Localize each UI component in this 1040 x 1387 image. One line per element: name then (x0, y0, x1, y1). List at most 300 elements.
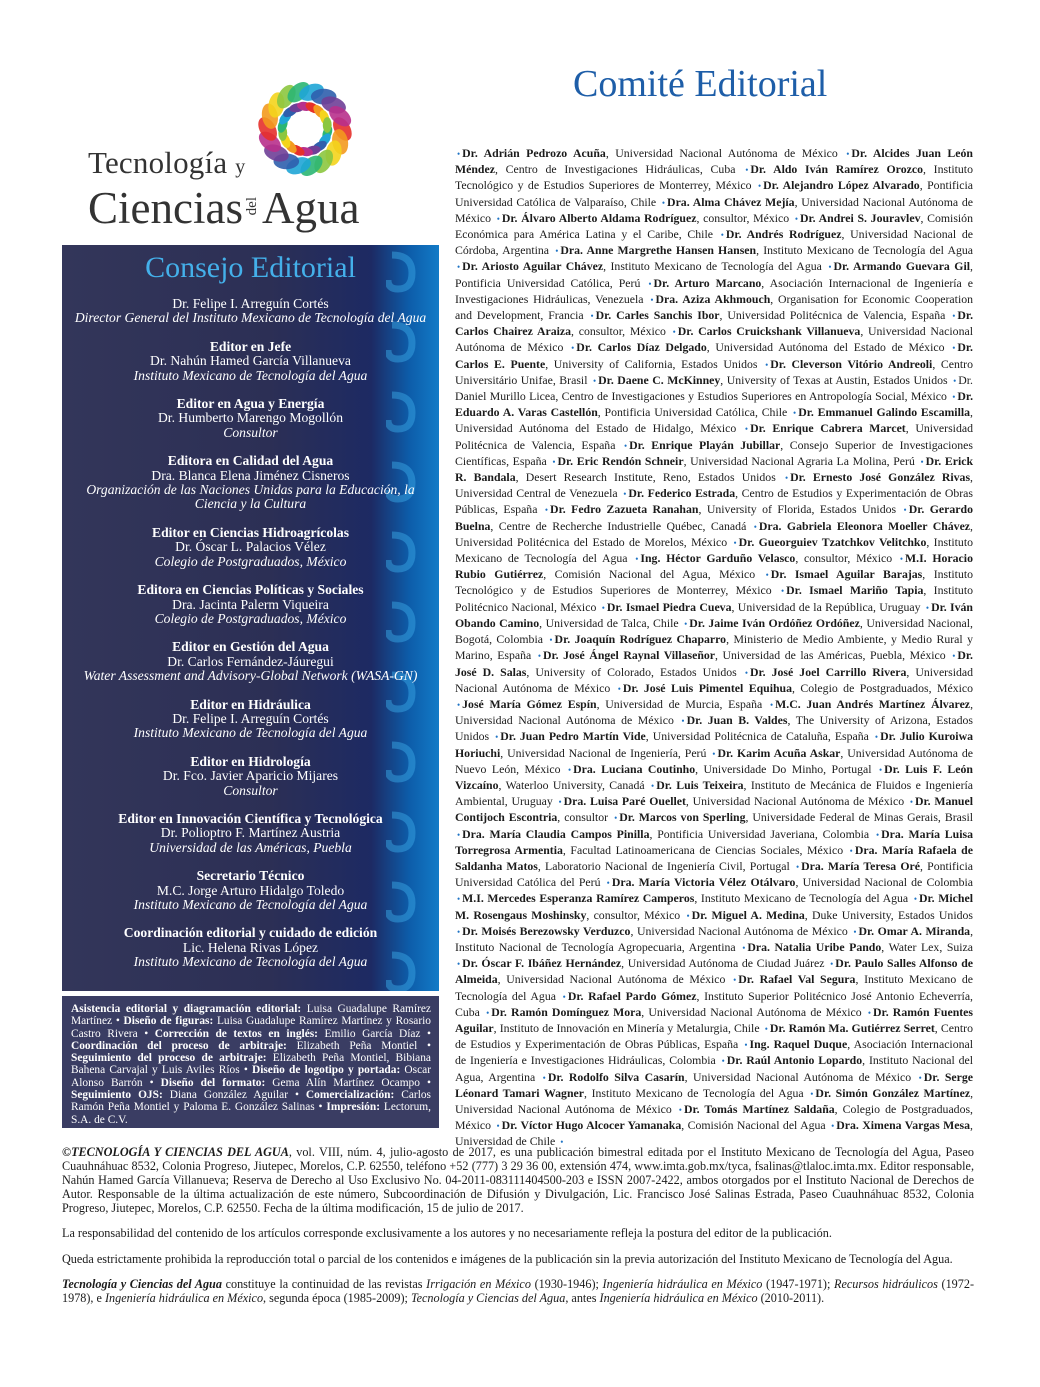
credit-value: Carlos Ramón Peña Montiel y Paloma E. González Salinas (71, 1089, 431, 1114)
member-affiliation: Instituto Tecnológico y de Estudios Superiores de Monterrey, México (455, 162, 973, 193)
member-affiliation: Water Lex, Suiza (888, 939, 974, 954)
member-affiliation: Pontificia Universidad Javeriana, Colombia (657, 826, 870, 841)
bullet-separator: • (765, 359, 769, 370)
member-affiliation: Universidade Federal de Minas Gerais, Brasil (752, 810, 974, 825)
member-affiliation: Universidad Nacional Autónoma de México (615, 146, 838, 160)
history-text: Ingeniería hidráulica en México (602, 1276, 763, 1291)
member-name: Dra. María Claudia Campos Pinilla (462, 826, 650, 841)
member-name: Dra. Aziza Akhmouch (655, 291, 771, 306)
member-affiliation: Comisión Nacional del Agua (687, 1118, 826, 1133)
bullet-separator: • (112, 1015, 124, 1028)
history-text: (2010-2011). (757, 1290, 825, 1305)
member-affiliation: Pontificia Universidad Católica, Chile (604, 405, 788, 420)
bullet-separator: • (601, 602, 605, 613)
consejo-name: Dr. Humberto Marengo Mogollón (157, 410, 343, 426)
consejo-role: Editor en Ciencias Hidroagrícolas (152, 524, 349, 540)
member-name: Dra. Alma Chávez Mejía (667, 194, 795, 209)
member-affiliation: Universidad de Talca, Chile (545, 615, 679, 630)
consejo-editorial-list (62, 297, 439, 984)
bullet-separator: • (314, 1101, 327, 1114)
bullet-separator: • (486, 1007, 490, 1018)
credit-label: Impresión: (326, 1101, 380, 1114)
consejo-section (62, 640, 439, 683)
member-name: Dr. José Ángel Raynal Villaseñor (542, 648, 716, 663)
consejo-section (62, 340, 439, 383)
member-affiliation: Universidad Politécnica de Cataluña, España (652, 729, 869, 744)
member-name: Dra. Ximena Vargas Mesa (836, 1118, 971, 1133)
member-name: Dra. Natalia Uribe Pando (747, 939, 882, 954)
bullet-separator: • (810, 1088, 814, 1099)
bullet-separator: • (952, 343, 956, 354)
bullet-separator: • (457, 262, 461, 273)
bullet-separator: • (828, 262, 832, 273)
bullet-separator: • (457, 926, 461, 937)
consejo-role: Editor en Innovación Científica y Tecnológica (118, 810, 383, 826)
member-affiliation: Instituto Mexicano de Tecnología del Agua (591, 1085, 804, 1100)
member-name: Dr. Luis Teixeira (656, 777, 744, 792)
member-name: Dr. Juan Pedro Martín Vide (500, 729, 646, 744)
member-affiliation: Centro Universitário Unifae, Brasil (455, 356, 973, 387)
bullet-separator: • (457, 894, 461, 905)
consejo-name: Dr. Felipe I. Arreguín Cortés (172, 296, 329, 311)
member-name: Dr. Paulo Salles Alfonso de Almeida (455, 956, 974, 987)
bullet-separator: • (903, 505, 907, 516)
member-name: Dr. Ramón Fuentes Aguilar (455, 1004, 974, 1035)
member-name: Dr. Ismael Piedra Cueva (606, 599, 732, 614)
member-affiliation: consultor, México (703, 210, 790, 225)
credit-value: Oscar Alonso Barrón (71, 1064, 431, 1089)
member-affiliation: Instituto Nacional de Tecnología Agropecuaria, Argentina (455, 939, 736, 954)
bullet-separator: • (720, 230, 724, 241)
history-text: Tecnología y Ciencias del Agua (410, 1290, 566, 1305)
bullet-separator: • (794, 213, 798, 224)
bullet-separator: • (952, 651, 956, 662)
bullet-separator: • (899, 554, 903, 565)
member-name: Dr. Eduardo A. Varas Castellón (455, 389, 974, 420)
bullet-separator: • (417, 1039, 431, 1052)
bullet-separator: • (650, 294, 654, 305)
consejo-affiliation: Director General del Instituto Mexicano de Tecnología del Agua (74, 310, 427, 326)
credit-value: Lectorum, S.A. de C.V. (71, 1101, 431, 1126)
consejo-section (62, 297, 439, 326)
history-text: , antes (565, 1290, 600, 1305)
member-name: Dr. Ismael Aguilar Barajas (770, 567, 923, 582)
member-affiliation: Universidad Nacional de Colombia (802, 875, 973, 890)
bullet-separator: • (681, 716, 685, 727)
member-name: Dr. Ariosto Aguilar Chávez (462, 259, 604, 274)
bullet-separator: • (672, 327, 676, 338)
member-affiliation: Universidad Nacional Autónoma de México (506, 972, 726, 987)
consejo-role: Editor en Gestión del Agua (172, 639, 329, 655)
member-name: Dr. Manuel Contijoch Escontria (455, 794, 974, 825)
bullet-separator: • (457, 699, 461, 710)
member-name: Dr. Raúl Antonio Lopardo (726, 1053, 863, 1068)
member-affiliation: Pontificia Universidad Católica de Valparaíso, Chile (455, 178, 973, 209)
member-name: Ing. Raquel Duque (749, 1037, 848, 1052)
bullet-separator: • (684, 618, 688, 629)
member-name: Dr. Federico Estrada (628, 486, 736, 501)
member-name: Dra. Luisa Paré Ouellet (563, 794, 686, 809)
consejo-affiliation: Consultor (223, 424, 278, 440)
member-affiliation: Facultad Latinoamericana de Ciencias Sociales, México (570, 842, 844, 857)
bullet-separator: • (560, 1137, 564, 1148)
responsibility-note: La responsabilidad del contenido de los artículos corresponde exclusivamente a los autores y no necesariamente refleja la postura del editor de la publicación. (62, 1226, 832, 1241)
member-affiliation: Universidad Politécnica de Valencia, España (727, 308, 946, 323)
member-affiliation: Laboratorio Nacional de Ingeniería Civil, Portugal (545, 858, 790, 873)
member-name: M.I. Horacio Rubio Gutiérrez (455, 551, 973, 582)
bullet-separator: • (853, 926, 857, 937)
emblem-center (294, 118, 316, 140)
member-name: Dr. Moisés Berezowsky Verduzco (462, 923, 631, 938)
comite-editorial-title: Comité Editorial (573, 63, 828, 105)
history-text: Irrigación en México (426, 1276, 531, 1291)
member-affiliation: consultor, México (593, 907, 681, 922)
bullet-separator: • (781, 586, 785, 597)
consejo-role: Editora en Calidad del Agua (167, 453, 334, 469)
member-name: Dr. Juan B. Valdes (686, 713, 788, 728)
member-name: Dr. Omar A. Miranda (858, 923, 971, 938)
bullet-separator: • (555, 246, 559, 257)
member-affiliation: Instituto Mexicano de Tecnología del Agua (610, 259, 822, 274)
credit-value: Luisa Guadalupe Ramírez Martínez (71, 1003, 431, 1028)
bullet-separator: • (952, 311, 956, 322)
member-name: José María Gómez Espín (462, 696, 597, 711)
history-text: (1930-1946); (530, 1276, 603, 1291)
member-affiliation: Organisation for Economic Cooperation and Development, Francia (455, 291, 974, 323)
consejo-affiliation: Consultor (223, 782, 278, 798)
bullet-separator: • (830, 959, 834, 970)
bullet-separator: • (648, 278, 652, 289)
consejo-name: Dr. Fco. Javier Aparicio Mijares (162, 768, 339, 784)
comite-editorial-members: • Dr. Adrián Pedrozo Acuña, Universidad Nacional Autónoma de México • Dr. Alcides Juan León Méndez, Centro de Investigaciones Hidráulicas, Cuba • Dr. Aldo Iván Ramírez Orozco, Instituto Tecnológico y de Estudios Superiores de Monterrey, México • Dr. Alejandro López Alvarado, Pontificia Universidad Católica de Valparaíso, Chile • Dra. Alma Chávez Mejía, Universidad Nacional Autónoma de México • Dr. Álvaro Alberto Aldama Rodríguez, consultor, México • Dr. Andrei S. Jouravlev, Comisión Económica para América Latina y el Caribe, Chile • Dr. Andrés Rodríguez, Universidad Nacional de Córdoba, Argentina • Dra. Anne Margrethe Hansen Hansen, Instituto Mexicano de Tecnología del Agua • Dr. Ariosto Aguilar Chávez, Instituto Mexicano de Tecnología del Agua • Dr. Armando Guevara Gil, Pontificia Universidad Católica, Perú • Dr. Arturo Marcano, Asociación Internacional de Ingeniería e Investigaciones Hidráulicas, Venezuela • Dra. Aziza Akhmouch, Organisation for Economic Cooperation and Development, Francia • Dr. Carles Sanchis Ibor, Universidad Politécnica de Valencia, España • Dr. Carlos Chairez Araiza, consultor, México • Dr. Carlos Cruickshank Villanueva, Universidad Nacional Autónoma de México • Dr. Carlos Díaz Delgado, Universidad Autónoma del Estado de México • Dr. Carlos E. Puente, University of California, Estados Unidos • Dr. Cleverson Vitório Andreoli, Centro Universitário Unifae, Brasil • Dr. Daene C. McKinney, University of Texas at Austin, Estados Unidos • Dr. Daniel Murillo Licea, Centro de Investigaciones y Estudios Superiores en Antropología Social, México • Dr. Eduardo A. Varas Castellón, Pontificia Universidad Católica, Chile • Dr. Emmanuel Galindo Escamilla, Universidad Autónoma del Estado de Hidalgo, México • Dr. Enrique Cabrera Marcet, Universidad Politécnica de Valencia, España • Dr. Enrique Playán Jubillar, Consejo Superior de Investigaciones Científicas, España • Dr. Eric Rendón Schneir, Universidad Nacional Agraria La Molina, Perú • Dr. Erick R. Bandala, Desert Research Institute, Reno, Estados Unidos • Dr. Ernesto José González Rivas, Universidad Central de Venezuela • Dr. Federico Estrada, Centro de Estudios y Experimentación de Obras Públicas, España • Dr. Fedro Zazueta Ranahan, University of Florida, Estados Unidos • Dr. Gerardo Buelna, Centre de Recherche Industrielle Québec, Canadá • Dra. Gabriela Eleonora Moeller Chávez, Universidad Politécnica del Estado de Morelos, México • Dr. Gueorguiev Tzatchkov Velitchko, Instituto Mexicano de Tecnología del Agua • Ing. Héctor Garduño Velasco, consultor, México • M.I. Horacio Rubio Gutiérrez, Comisión Nacional del Agua, México • Dr. Ismael Aguilar Barajas, Instituto Tecnológico y de Estudios Superiores de Monterrey, México • Dr. Ismael Mariño Tapia, Instituto Politécnico Nacional, México • Dr. Ismael Piedra Cueva, Universidad de la República, Uruguay • Dr. Iván Obando Camino, Universidad de Talca, Chile • Dr. Jaime Iván Ordóñez Ordóñez, Universidad Nacional, Bogotá, Colombia • Dr. Joaquín Rodríguez Chaparro, Ministerio de Medio Ambiente, y Medio Rural y Marino, España • Dr. José Ángel Raynal Villaseñor, Universidad de las Américas, Puebla, México • Dr. José D. Salas, University of Colorado, Estados Unidos • Dr. José Joel Carrillo Rivera, Universidad Nacional Autónoma de México • Dr. José Luis Pimentel Equihua, Colegio de Postgraduados, México • José María Gómez Espín, Universidad de Murcia, España • M.C. Juan Andrés Martínez Álvarez, Universidad Nacional Autónoma de México • Dr. Juan B. Valdes, The University of Arizona, Estados Unidos • Dr. Juan Pedro Martín Vide, Universidad Politécnica de Cataluña, España • Dr. Julio Kuroiwa Horiuchi, Universidad Nacional de Ingeniería, Perú • Dr. Karim Acuña Askar, Universidad Autónoma de Nuevo León, México • Dra. Luciana Coutinho, Universidade Do Minho, Portugal • Dr. Luis F. León Vizcaíno, Waterloo University, Canadá • Dr. Luis Teixeira, Instituto de Mecánica de Fluidos e Ingeniería Ambiental, Uruguay • Dra. Luisa Paré Ouellet, Universidad Nacional Autónoma de México • Dr. Manuel Contijoch Escontria, consultor • Dr. Marcos von Sperling, Universidade Federal de Minas Gerais, Brasil • Dra. María Claudia Campos Pinilla, Pontificia Universidad Javeriana, Colombia • Dra. María Luisa Torregrosa Armentia, Facultad Latinoamericana de Ciencias Sociales, México • Dra. María Rafaela de Saldanha Matos, Laboratorio Nacional de Ingeniería Civil, Portugal • Dra. María Teresa Oré, Pontificia Universidad Católica del Perú • Dra. María Victoria Vélez Otálvaro, Universidad Nacional de Colombia • M.I. Mercedes Esperanza Ramírez Camperos, Instituto Mexicano de Tecnología del Agua • Dr. Michel M. Rosengaus Moshinsky, consultor, México • Dr. Miguel A. Medina, Duke University, Estados Unidos • Dr. Moisés Berezowsky Verduzco, Universidad Nacional Autónoma de México • Dr. Omar A. Miranda, Instituto Nacional de Tecnología Agropecuaria, Argentina • Dra. Natalia Uribe Pando, Water Lex, Suiza • Dr. Óscar F. Ibáñez Hernández, Universidad Autónoma de Ciudad Juárez • Dr. Paulo Salles Alfonso de Almeida, Universidad Nacional Autónoma de México • Dr. Rafael Val Segura, Instituto Mexicano de Tecnología del Agua • Dr. Rafael Pardo Gómez, Instituto Superior Politécnico José Antonio Echeverría, Cuba • Dr. Ramón Domínguez Mora, Universidad Nacional Autónoma de México • Dr. Ramón Fuentes Aguilar, Instituto de Innovación en Minería y Metalurgia, Chile • Dr. Ramón Ma. Gutiérrez Serret, Centro de Estudios y Experimentación de Obras Públicas, España • Ing. Raquel Duque, Asociación Internacional de Ingeniería e Investigaciones Hidráulicas, Colombia • Dr. Raúl Antonio Lopardo, Instituto Nacional del Agua, Argentina • Dr. Rodolfo Silva Casarín, Universidad Nacional Autónoma de México • Dr. Serge Léonard Tamari Wagner, Instituto Mexicano de Tecnología del Agua • Dr. Simón González Martínez, Universidad Nacional Autónoma de México • Dr. Tomás Martínez Saldaña, Colegio de Postgraduados, México • Dr. Víctor Hugo Alcocer Yamanaka, Comisión Nacional del Agua • Dra. Ximena Vargas Mesa, Universidad de Chile • (455, 146, 974, 1149)
member-name: Dr. Rafael Val Segura (738, 972, 856, 987)
member-affiliation: Universidad Autónoma de Ciudad Juárez (627, 956, 825, 971)
consejo-name: Lic. Helena Rivas López (182, 939, 319, 955)
member-affiliation: Instituto Mexicano de Tecnología del Agua (763, 243, 974, 258)
consejo-affiliation: Instituto Mexicano de Tecnología del Agua (133, 725, 368, 741)
bullet-separator: • (846, 149, 850, 159)
member-name: Dr. Miguel A. Medina (691, 907, 805, 922)
consejo-section (62, 454, 439, 512)
consejo-section (62, 698, 439, 741)
bullet-separator: • (420, 1027, 432, 1040)
bullet-separator: • (606, 878, 610, 889)
member-affiliation: Asociación Internacional de Ingeniería e Investigaciones Hidráulicas, Colombia (455, 1037, 974, 1068)
bullet-separator: • (758, 181, 762, 192)
member-affiliation: Centro de Investigaciones Hidráulicas, Cuba (505, 162, 736, 177)
bullet-separator: • (571, 343, 575, 354)
credit-label: Seguimiento OJS: (71, 1089, 163, 1102)
editorial-assistance-credits (62, 996, 439, 1128)
member-name: Dr. José Luis Pimentel Equihua (622, 680, 792, 695)
member-affiliation: Instituto Nacional del Agua, Argentina (455, 1053, 974, 1084)
bullet-separator: • (567, 764, 572, 775)
member-affiliation: Universidad Nacional, Bogotá, Colombia (455, 615, 974, 647)
logo-word-ciencias: Ciencias (88, 183, 243, 233)
member-name: Dr. Serge Léonard Tamari Wagner (455, 1069, 973, 1100)
member-affiliation: Centro de Estudios y Experimentación de Obras Públicas, España (455, 1020, 973, 1052)
consejo-name: Dr. Carlos Fernández-Jáuregui (167, 653, 334, 669)
consejo-role: Secretario Técnico (196, 868, 305, 884)
member-affiliation: Ministerio de Medio Ambiente, y Medio Rural y Marino, España (455, 632, 973, 663)
credit-label: Comercialización: (305, 1089, 395, 1102)
consejo-affiliation: Instituto Mexicano de Tecnología del Agua (133, 367, 368, 383)
consejo-section (62, 583, 439, 626)
member-name: Dr. Alejandro López Alvarado (763, 178, 920, 193)
member-name: Dr. Álvaro Alberto Aldama Rodríguez (501, 210, 697, 225)
member-name: Dr. Alcides Juan León Méndez (455, 146, 973, 177)
member-name: Dr. Ernesto José González Rivas (790, 470, 971, 485)
member-affiliation: Universidad Autónoma de Nuevo León, México (455, 745, 973, 776)
member-affiliation: Universidad Nacional Autónoma de México (455, 664, 974, 695)
member-affiliation: Universidad de Murcia, España (605, 696, 763, 711)
history-text: Ingeniería hidráulica en México (104, 1290, 264, 1305)
bullet-separator: • (457, 959, 461, 970)
bullet-separator: • (542, 1072, 546, 1083)
publication-name: ©TECNOLOGÍA Y CIENCIAS DEL AGUA (62, 1145, 289, 1159)
member-name: Dr. Enrique Cabrera Marcet (750, 421, 906, 436)
member-name: Dra. María Victoria Vélez Otálvaro (611, 875, 796, 890)
bullet-separator: • (712, 748, 716, 759)
bullet-separator: • (744, 667, 748, 678)
bullet-separator: • (913, 894, 917, 905)
bullet-separator: • (878, 764, 883, 775)
member-affiliation: University of Texas at Austin, Estados Unidos (726, 372, 948, 387)
member-affiliation: Universidad Politécnica de Valencia, España (455, 421, 973, 452)
member-affiliation: Universidad Nacional Autónoma de México (455, 194, 973, 225)
member-name: Dr. Gueorguiev Tzatchkov Velitchko (738, 534, 927, 549)
credit-label: Diseño del formato: (160, 1076, 266, 1089)
bullet-separator: • (795, 861, 800, 872)
emblem-inner-petal (323, 117, 332, 133)
bullet-separator: • (562, 991, 566, 1002)
member-name: Dr. Michel M. Rosengaus Moshinsky (455, 891, 973, 922)
consejo-section (62, 812, 439, 855)
bullet-separator: • (831, 1121, 835, 1132)
member-name: Dra. Luciana Coutinho (573, 761, 696, 776)
consejo-affiliation: Universidad de las Américas, Puebla (149, 839, 352, 855)
history-text: Tecnología y Ciencias del Agua (62, 1276, 222, 1291)
member-name: Dr. Ismael Mariño Tapia (786, 583, 924, 598)
member-name: Dra. Anne Margrethe Hansen Hansen (560, 243, 757, 258)
member-affiliation: Universidad Nacional Autónoma de México (455, 713, 674, 728)
bullet-separator: • (769, 699, 774, 710)
member-name: Dr. Iván Obando Camino (455, 599, 973, 630)
logo-word-tecnologia: Tecnología (88, 145, 228, 180)
member-affiliation: University of Colorado, Estados Unidos (535, 664, 737, 679)
member-affiliation: Duke University, Estados Unidos (811, 907, 973, 922)
member-affiliation: Universidad Autónoma del Estado de Hidalgo, México (455, 421, 737, 436)
member-affiliation: University of California, Estados Unidos (553, 356, 758, 371)
bullet-separator: • (765, 570, 769, 581)
bullet-separator: • (614, 813, 618, 824)
bullet-separator: • (745, 165, 749, 176)
member-name: Dr. Tomás Martínez Saldaña (683, 1101, 835, 1116)
member-name: Dr. Enrique Playán Jubillar (629, 437, 781, 452)
member-affiliation: consultor (564, 810, 609, 825)
member-name: Dr. Jaime Iván Ordóñez Ordóñez (689, 615, 860, 630)
member-affiliation: Pontificia Universidad Católica, Perú (455, 275, 641, 290)
bullet-separator: • (239, 1064, 252, 1077)
bullet-separator: • (953, 375, 957, 386)
bullet-separator: • (753, 521, 757, 532)
consejo-section (62, 755, 439, 798)
member-name: Dr. Cleverson Vitório Andreoli (770, 356, 933, 371)
member-affiliation: Universidad Nacional de Córdoba, Argentina (455, 227, 974, 258)
consejo-name: Dra. Jacinta Palerm Viqueira (172, 596, 329, 612)
bullet-separator: • (457, 149, 461, 159)
member-affiliation: Universidad de Chile (455, 1134, 556, 1149)
member-affiliation: Universidad Nacional Autónoma de México (692, 1069, 912, 1084)
member-affiliation: Colegio de Postgraduados, México (455, 1101, 974, 1133)
credit-label: Seguimiento del proceso de arbitraje: (71, 1052, 267, 1065)
credit-value: Luisa Guadalupe Ramírez Martínez y Rosario Castro Rivera (71, 1015, 431, 1040)
member-name: Dr. Luis F. León Vizcaíno (455, 761, 973, 792)
bullet-separator: • (875, 829, 880, 840)
bullet-separator: • (457, 829, 461, 840)
consejo-affiliation: Water Assessment and Advisory-Global Network (WASA-GN) (83, 668, 418, 684)
member-affiliation: Instituto Mexicano de Tecnología del Agua (700, 891, 909, 906)
consejo-section (62, 926, 439, 969)
credit-label: Coordinación del proceso de arbitraje: (71, 1039, 287, 1052)
bullet-separator: • (849, 845, 853, 856)
consejo-affiliation: Colegio de Postgraduados, México (154, 610, 347, 626)
consejo-section (62, 869, 439, 912)
member-name: M.C. Juan Andrés Martínez Álvarez (775, 696, 971, 711)
member-name: Dr. Carlos Díaz Delgado (576, 340, 707, 355)
consejo-affiliation: Colegio de Postgraduados, México (154, 553, 347, 569)
credit-value: Diana González Aguilar (169, 1089, 289, 1102)
bullet-separator: • (874, 732, 879, 743)
consejo-name: Dr. Polioptro F. Martínez Austria (160, 825, 341, 841)
consejo-editorial-title: Consejo Editorial (145, 251, 356, 284)
bullet-separator: • (142, 1076, 161, 1089)
consejo-role: Coordinación editorial y cuidado de edición (123, 925, 378, 941)
member-name: Dra. Gabriela Eleonora Moeller Chávez (758, 518, 971, 533)
bullet-separator: • (496, 213, 500, 224)
member-affiliation: The University of Arizona, Estados Unidos (455, 713, 973, 744)
member-affiliation: Universidad Nacional Autónoma de México (636, 923, 848, 938)
member-name: Dr. Marcos von Sperling (619, 810, 746, 825)
bullet-separator: • (920, 456, 924, 467)
bullet-separator: • (733, 537, 737, 548)
member-affiliation: Colegio de Postgraduados, México (800, 680, 974, 695)
member-affiliation: Comisión Económica para América Latina y el Caribe, Chile (455, 210, 973, 242)
credit-label: Diseño de figuras: (123, 1015, 214, 1028)
member-affiliation: Instituto Politécnico Nacional, México (455, 583, 973, 614)
publication-details: , vol. VIII, núm. 4, julio-agosto de 2017, es una publicación bimestral editada por el Instituto Mexicano de Tecnología del Agua, Paseo Cuauhnáhuac 8532, Colonia Progreso, Jiutepec, Morelos, C.P. 62550, teléfono +52 (777) 3 29 36 00, extensión 474, www.imta.gob.mx/tyca, fsalinas@tlaloc.imta.mx. Editor responsable, Nahún Hamed García Villanueva; Reserva de Derecho al Uso Exclusivo No. 04-2011-083111404500-203 e ISSN 2007-2422, ambos otorgados por el Instituto Nacional de Derechos de Autor. Responsable de la última actualización de este número, Subcoordinación de Difusión y Divulgación, Lic. Francisco José Salinas Estrada, Paseo Cuauhnáhuac 8532, Colonia Progreso, Jiutepec, Morelos, C.P. 62550. Fecha de la última modificación, 15 de julio de 2017. (62, 1145, 974, 1216)
credit-label: Asistencia editorial y diagramación editorial: (71, 1003, 302, 1015)
logo-word-agua: Agua (261, 183, 360, 233)
member-name: Dr. Andrés Rodríguez (725, 227, 842, 242)
history-text: Ingeniería hidráulica en México (599, 1290, 758, 1305)
member-name: Dr. Óscar F. Ibáñez Hernández (462, 956, 622, 971)
member-affiliation: Waterloo University, Canadá (505, 777, 645, 792)
credit-value: Elizabeth Peña Montiel (296, 1039, 418, 1052)
member-name: Dr. Carlos Cruickshank Villanueva (677, 324, 861, 339)
consejo-role: Editor en Jefe (209, 338, 292, 354)
member-affiliation: Consejo Superior de Investigaciones Científicas, España (455, 437, 973, 468)
consejo-name: Dr. Nahún Hamed García Villanueva (150, 353, 351, 369)
member-affiliation: Desert Research Institute, Reno, Estados Unidos (525, 470, 776, 485)
bullet-separator: • (721, 1056, 725, 1067)
history-text: Recursos hidráulicos (834, 1276, 938, 1291)
consejo-section (62, 397, 439, 440)
bullet-separator: • (744, 1040, 748, 1051)
member-name: Dr. Rafael Pardo Gómez (567, 988, 697, 1003)
consejo-role: Editor en Agua y Energía (176, 396, 325, 412)
bullet-separator: • (909, 797, 913, 808)
member-affiliation: Instituto Tecnológico y de Estudios Superiores de Monterrey, México (455, 567, 974, 598)
member-name: Dr. Joaquín Rodríguez Chaparro (554, 632, 727, 647)
bullet-separator: • (733, 975, 737, 986)
bullet-separator: • (558, 797, 562, 808)
history-text: (1972-1978), e (62, 1276, 975, 1305)
consejo-affiliation: Organización de las Naciones Unidas para la Educación, la Ciencia y la Cultura (86, 482, 415, 512)
member-name: Dr. Eric Rendón Schneir (557, 453, 684, 468)
consejo-name: Dra. Blanca Elena Jiménez Cisneros (151, 467, 350, 483)
reproduction-note: Queda estrictamente prohibida la reproducción total o parcial de los contenidos e imágenes de la publicación sin la previa autorización del Instituto Mexicano de Tecnología del Agua. (62, 1251, 953, 1266)
member-affiliation: Universidad Nacional Autónoma de México (455, 324, 973, 355)
credit-value: Elizabeth Peña Montiel, Bibiana Bahena Carvajal y Luis Aviles Ríos (71, 1052, 431, 1077)
bullet-separator: • (925, 602, 930, 613)
bullet-separator: • (137, 1027, 155, 1040)
consejo-editorial-panel (62, 245, 439, 991)
bullet-separator: • (496, 1121, 500, 1132)
bullet-separator: • (552, 456, 556, 467)
member-affiliation: Instituto de Mecánica de Fluidos e Ingeniería Ambiental, Uruguay (455, 777, 974, 809)
member-affiliation: Pontificia Universidad Católica del Perú (455, 858, 974, 890)
bullet-separator: • (764, 1023, 768, 1034)
logo-word-y: y (235, 156, 246, 178)
consejo-role: Editor en Hidrología (190, 753, 311, 769)
credit-label: Corrección de textos en inglés: (154, 1027, 318, 1040)
member-name: Dr. José Joel Carrillo Rivera (749, 664, 907, 679)
bullet-separator: • (590, 311, 594, 322)
bullet-separator: • (623, 489, 627, 500)
member-name: Dr. Ramón Domínguez Mora (491, 1004, 642, 1019)
bullet-separator: • (651, 780, 655, 791)
member-name: Dr. Carlos Chairez Araiza (455, 308, 974, 339)
member-affiliation: University of Florida, Estados Unidos (706, 502, 897, 517)
member-affiliation: Universidad de la República, Uruguay (737, 599, 921, 614)
member-name: Dr. Gerardo Buelna (455, 502, 973, 533)
member-name: Dr. Simón González Martínez (815, 1085, 971, 1100)
member-name: Dr. Rodolfo Silva Casarín (547, 1069, 685, 1084)
member-name: Dr. Karim Acuña Askar (717, 745, 841, 760)
member-name: M.I. Mercedes Esperanza Ramírez Camperos (462, 891, 695, 906)
bullet-separator: • (635, 554, 639, 565)
bullet-separator: • (867, 1007, 872, 1018)
bullet-separator: • (617, 683, 621, 694)
legal-footer (62, 1145, 974, 1316)
member-affiliation: Universidad Autónoma del Estado de México (715, 340, 945, 355)
credit-value: Emilio García Díaz (324, 1027, 421, 1040)
bullet-separator: • (495, 732, 499, 743)
member-affiliation: Instituto de Innovación en Minería y Metalurgia, Chile (499, 1020, 760, 1035)
member-name: Dra. María Rafaela de Saldanha Matos (455, 842, 973, 873)
member-name: Dr. Fedro Zazueta Ranahan (550, 502, 699, 517)
logo-word-del: del (243, 196, 260, 215)
bullet-separator: • (918, 1072, 922, 1083)
member-affiliation: Comisión Nacional del Agua, México (554, 567, 756, 582)
member-name: Dr. Adrián Pedrozo Acuña (462, 146, 606, 160)
member-affiliation: Universidad Nacional de Ingeniería, Perú (507, 745, 707, 760)
bullet-separator: • (549, 635, 553, 646)
bullet-separator: • (593, 375, 597, 386)
journal-history-note (62, 1277, 974, 1305)
credit-label: Diseño de logotipo y portada: (251, 1064, 401, 1077)
